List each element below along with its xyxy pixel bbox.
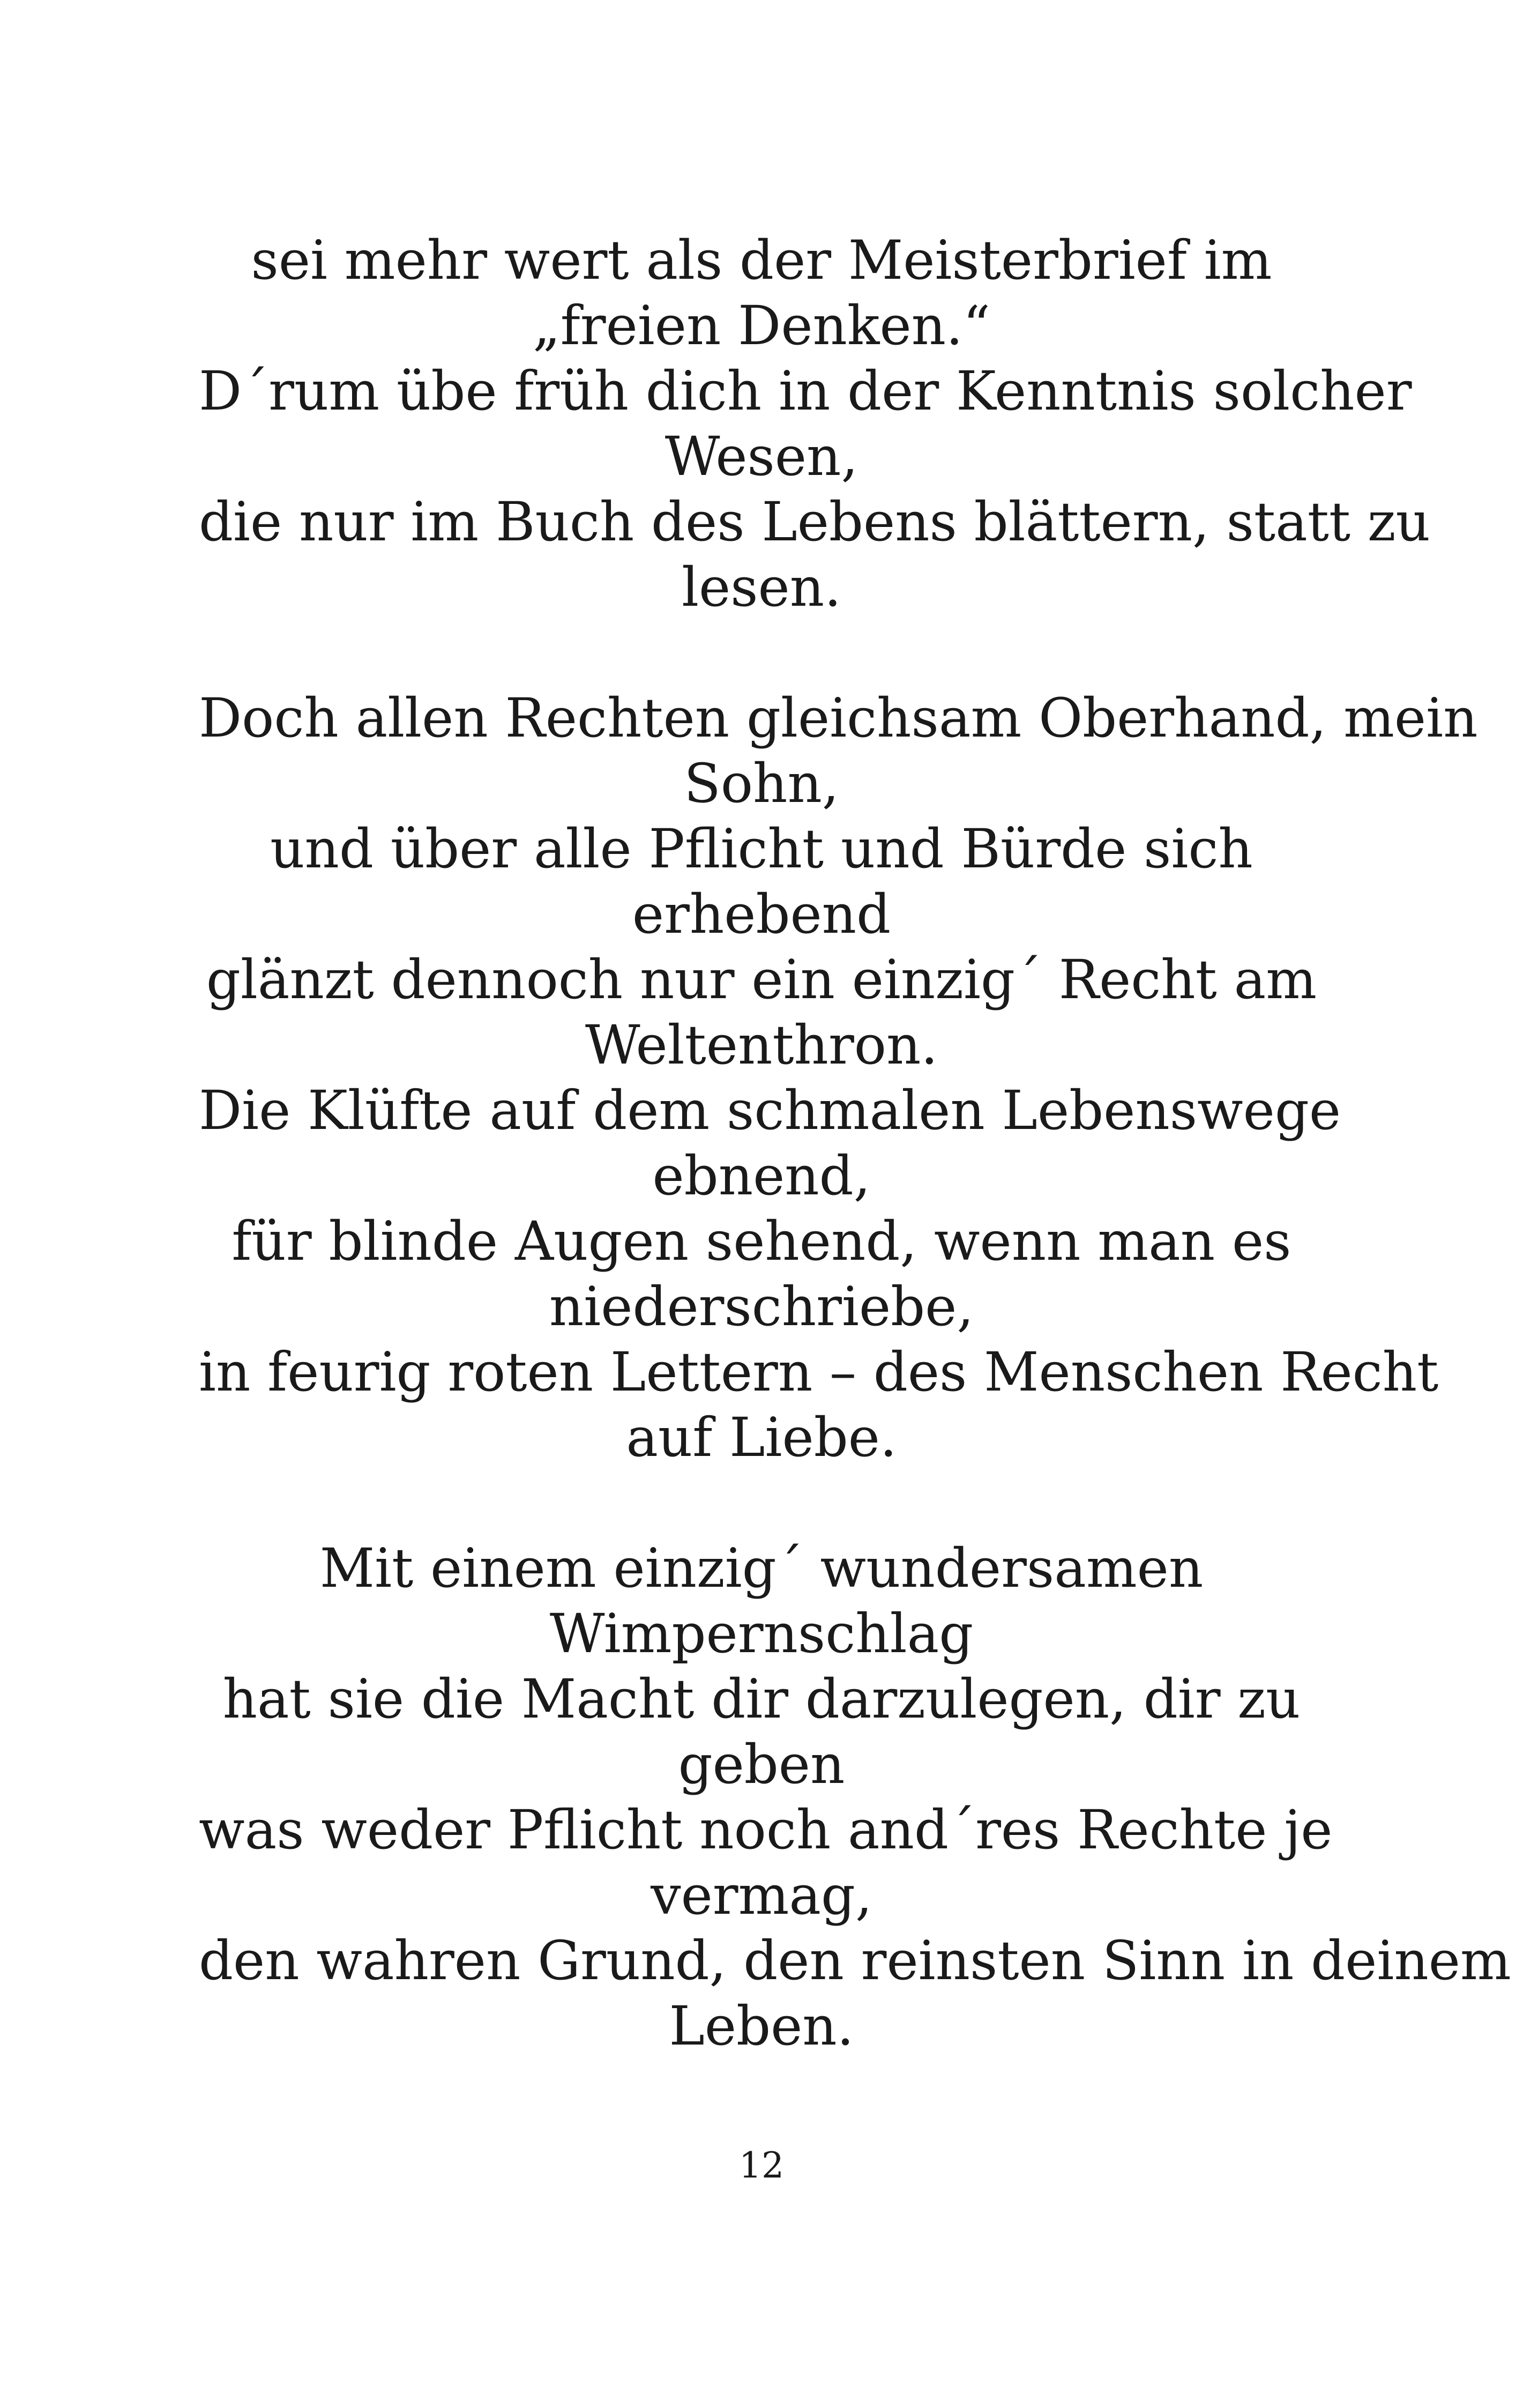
stanza-2 — [199, 686, 1478, 1470]
poem-line: die nur im Buch des Lebens blättern, statt zu — [199, 490, 1430, 553]
stanza-1 — [199, 228, 1430, 620]
poem-line: glänzt dennoch nur ein einzig´ Recht am — [206, 948, 1317, 1011]
poem-line: Doch allen Rechten gleichsam Oberhand, mein — [199, 687, 1478, 749]
poem-line: niederschriebe, — [549, 1275, 974, 1338]
poem-line: den wahren Grund, den reinsten Sinn in deinem — [199, 1929, 1511, 1992]
poem-line: „freien Denken.“ — [532, 294, 990, 357]
poem-line: vermag, — [651, 1864, 872, 1927]
poem-line: für blinde Augen sehend, wenn man es — [232, 1210, 1291, 1273]
poem-line: Leben. — [669, 1995, 854, 2057]
poem-line: sei mehr wert als der Meisterbrief im — [251, 229, 1272, 292]
poem-line: Weltenthron. — [585, 1014, 938, 1076]
poem-line: D´rum übe früh dich in der Kenntnis solcher — [199, 360, 1412, 422]
poem-line: Mit einem einzig´ wundersamen — [319, 1537, 1204, 1600]
poem-line: lesen. — [682, 556, 841, 619]
poem-line: Wesen, — [665, 425, 858, 488]
poem-line: was weder Pflicht noch and´res Rechte je — [199, 1798, 1333, 1861]
poem-line: ebnend, — [652, 1144, 871, 1207]
poem-line: und über alle Pflicht und Bürde sich — [270, 817, 1253, 880]
poem-line: Wimpernschlag — [549, 1602, 974, 1665]
page-number: 12 — [739, 2145, 784, 2186]
poem-line: auf Liebe. — [626, 1406, 897, 1469]
poem-line: Die Klüfte auf dem schmalen Lebenswege — [199, 1079, 1341, 1142]
poem-line: geben — [678, 1733, 845, 1796]
poem-line: hat sie die Macht dir darzulegen, dir zu — [222, 1668, 1301, 1730]
poem-line: erhebend — [632, 883, 891, 946]
poem-text — [0, 228, 1523, 2059]
stanza-3 — [199, 1536, 1511, 2059]
poem-line: Sohn, — [684, 752, 839, 815]
poem-line: in feurig roten Lettern – des Menschen Recht — [199, 1341, 1439, 1403]
